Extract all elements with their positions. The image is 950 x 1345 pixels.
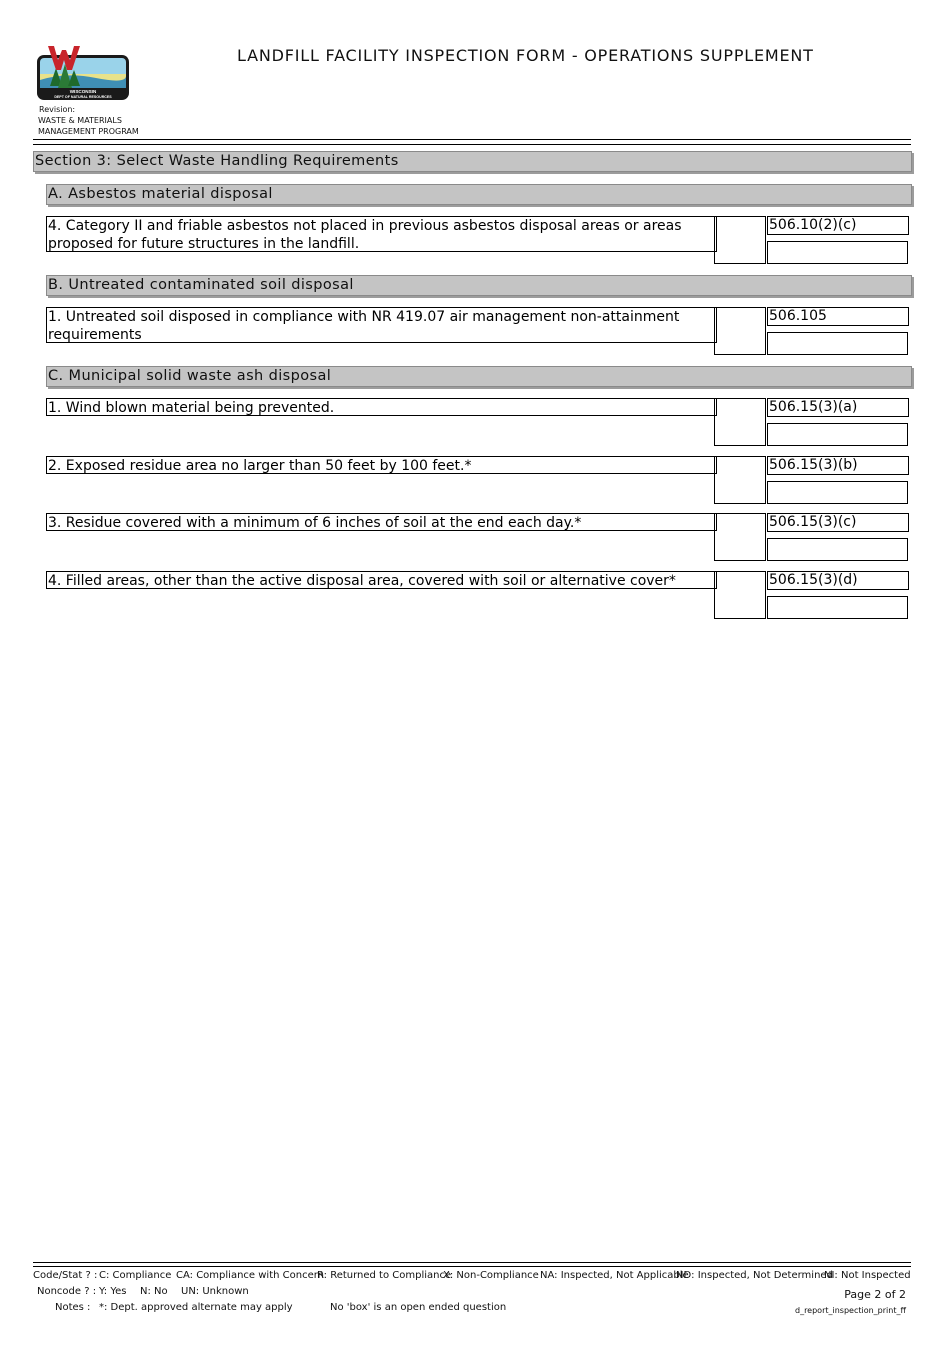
noncode-y: Y: Yes: [99, 1286, 127, 1297]
section-3-header: Section 3: Select Waste Handling Requirements: [33, 151, 912, 172]
item-c2-note-box[interactable]: [767, 481, 908, 504]
item-b1-note-box[interactable]: [767, 332, 908, 355]
item-c1-status-box[interactable]: [714, 398, 766, 446]
item-c4-note-box[interactable]: [767, 596, 908, 619]
item-c4-text: 4. Filled areas, other than the active disposal area, covered with soil or alternative cover*: [46, 571, 717, 589]
item-a4-status-box[interactable]: [714, 216, 766, 264]
revision-block: [38, 104, 139, 137]
item-c3-text: 3. Residue covered with a minimum of 6 inches of soil at the end each day.*: [46, 513, 717, 531]
item-b1-status-box[interactable]: [714, 307, 766, 355]
note-open-ended: No 'box' is an open ended question: [330, 1302, 507, 1313]
revision-label: Revision:: [39, 105, 76, 114]
item-c1-text: 1. Wind blown material being prevented.: [46, 398, 717, 416]
page-number: Page 2 of 2: [844, 1288, 906, 1301]
code-c: C: Compliance: [99, 1270, 172, 1281]
subsection-a-header: A. Asbestos material disposal: [46, 184, 912, 205]
item-c4-status-box[interactable]: [714, 571, 766, 619]
code-r: R: Returned to Compliance: [317, 1270, 452, 1281]
form-title: LANDFILL FACILITY INSPECTION FORM - OPERATIONS SUPPLEMENT: [237, 46, 814, 65]
code-ca: CA: Compliance with Concern: [176, 1270, 324, 1281]
item-b1-code: 506.105: [767, 307, 909, 326]
subsection-b-header: B. Untreated contaminated soil disposal: [46, 275, 912, 296]
item-c1-note-box[interactable]: [767, 423, 908, 446]
program-line-1: WASTE & MATERIALS: [38, 116, 122, 125]
item-c2-text: 2. Exposed residue area no larger than 50 feet by 100 feet.*: [46, 456, 717, 474]
note-alternate: *: Dept. approved alternate may apply: [99, 1302, 293, 1313]
noncode-un: UN: Unknown: [181, 1286, 249, 1297]
logo-text-dept: DEPT OF NATURAL RESOURCES: [54, 95, 112, 99]
code-nd: ND: Inspected, Not Determined: [676, 1270, 833, 1281]
header-divider-2: [33, 144, 911, 145]
item-c1-code: 506.15(3)(a): [767, 398, 909, 417]
item-b1-text: 1. Untreated soil disposed in compliance with NR 419.07 air management non-attainment requirements: [46, 307, 717, 343]
item-c3-note-box[interactable]: [767, 538, 908, 561]
header-divider: [33, 139, 911, 140]
item-c3-status-box[interactable]: [714, 513, 766, 561]
code-x: X: Non-Compliance: [443, 1270, 539, 1281]
report-id: d_report_inspection_print_ff: [794, 1306, 906, 1315]
subsection-c-header: C. Municipal solid waste ash disposal: [46, 366, 912, 387]
item-c2-status-box[interactable]: [714, 456, 766, 504]
item-a4-note-box[interactable]: [767, 241, 908, 264]
item-a4-text: 4. Category II and friable asbestos not placed in previous asbestos disposal areas or areas proposed for future structures in the landfill.: [46, 216, 717, 252]
item-a4-code: 506.10(2)(c): [767, 216, 909, 235]
footer-divider-2: [33, 1266, 911, 1267]
notes-label: Notes :: [55, 1302, 91, 1313]
wdnr-logo: [36, 44, 130, 101]
item-c3-code: 506.15(3)(c): [767, 513, 909, 532]
item-c2-code: 506.15(3)(b): [767, 456, 909, 475]
footer-divider: [33, 1262, 911, 1263]
noncode-n: N: No: [140, 1286, 168, 1297]
code-ni: NI: Not Inspected: [824, 1270, 911, 1281]
item-c4-code: 506.15(3)(d): [767, 571, 909, 590]
code-na: NA: Inspected, Not Applicable: [540, 1270, 689, 1281]
logo-text-state: WISCONSIN: [69, 89, 97, 94]
noncode-legend-label: Noncode ? :: [37, 1286, 97, 1297]
program-line-2: MANAGEMENT PROGRAM: [38, 127, 139, 136]
code-legend-label: Code/Stat ? :: [33, 1270, 98, 1281]
